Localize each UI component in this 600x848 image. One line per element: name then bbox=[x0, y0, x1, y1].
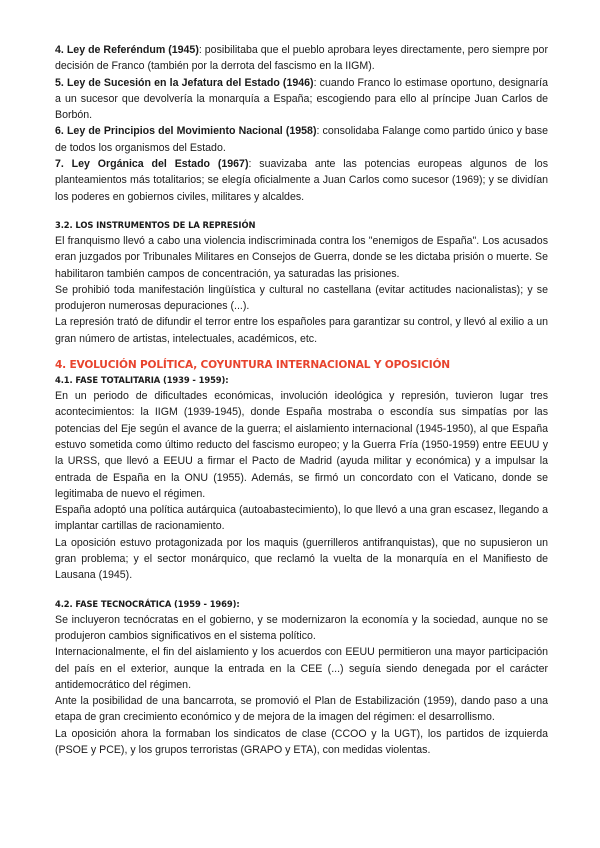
law-item-6 bbox=[55, 123, 548, 156]
paragraph: Ante la posibilidad de una bancarrota, se promovió el Plan de Estabilización (1959), dando paso a una etapa de gran crecimiento económico y de mejora de la imagen del régimen: el desarrollismo. bbox=[55, 695, 548, 724]
law-title: 4. Ley de Referéndum (1945) bbox=[55, 44, 199, 56]
paragraph: Internacionalmente, el fin del aislamiento y los acuerdos con EEUU permitieron una mayor participación del país en el exterior, aunque la entrada en la CEE (...) seguía siendo denegada por el carácter antidemocrático del régimen. bbox=[55, 646, 548, 691]
law-item-7 bbox=[55, 156, 548, 205]
paragraph: La represión trató de difundir el terror entre los españoles para garantizar su control, y llevó al exilio a un gran número de artistas, intelectuales, académicos, etc. bbox=[55, 316, 548, 345]
paragraph: Se prohibió toda manifestación lingüística y cultural no castellana (evitar actitudes nacionalistas); y se produjeron numerosas depuraciones (...). bbox=[55, 283, 548, 313]
paragraph: La oposición ahora la formaban los sindicatos de clase (CCOO y la UGT), los partidos de izquierda (PSOE y PCE), y los grupos terroristas (GRAPO y ETA), con medidas violentas. bbox=[55, 727, 548, 756]
law-text: : cuando Franco lo estimase oportuno, designaría a un sucesor que devolvería la monarquía a España; escogiendo para ello al príncipe Juan Carlos de Borbón. bbox=[55, 76, 549, 122]
law-text: : consolidaba Falange como partido único y base de todos los organismos del Estado. bbox=[55, 125, 548, 154]
subsection-heading: 4.2. FASE TECNOCRÁTICA (1959 - 1969): bbox=[55, 598, 240, 609]
fase-totalitaria bbox=[55, 374, 548, 584]
laws-list bbox=[55, 42, 548, 205]
section-represion bbox=[55, 219, 548, 347]
law-title: 7. Ley Orgánica del Estado (1967) bbox=[55, 158, 249, 171]
law-item-5 bbox=[55, 75, 548, 124]
paragraph: En un periodo de dificultades económicas, involución ideológica y represión, tuvieron lugar tres acontecimientos: la IIGM (1939-1945), donde España mostraba o escondía sus simpatías por las potencias del Eje según el avance de la guerra; el aislamiento internacional (1945-1950), al que España estuvo sometida como último reducto del fascismo europeo; y la Guerra Fría (1950-1959) entre EEUU y la URSS, que llevó a EEUU a firmar el Pacto de Madrid (ayuda militar y económica) y a impulsar la entrada de España en la ONU (1955). Además, se firmó un concordato con el Vaticano, donde se legitimaba de nuevo el régimen. bbox=[55, 390, 548, 500]
paragraph: Se incluyeron tecnócratas en el gobierno, y se modernizaron la economía y la sociedad, aunque no se produjeron cambios significativos en el sistema político. bbox=[55, 613, 548, 642]
subsection-heading: 3.2. LOS INSTRUMENTOS DE LA REPRESIÓN bbox=[55, 219, 256, 230]
law-title: 6. Ley de Principios del Movimiento Nacional (1958) bbox=[55, 125, 317, 138]
paragraph: El franquismo llevó a cabo una violencia indiscriminada contra los "enemigos de España". Los acusados eran juzgados por Tribunales Militares en Consejos de Guerra, donde se les dictaba prisión o muerte. Se habilitaron también campos de concentración, ya saturadas las prisiones. bbox=[55, 234, 548, 280]
law-text: : suavizaba ante las potencias europeas algunos de los planteamientos más totalitarios; se elegía oficialmente a Juan Carlos como sucesor (1969); y se dividían los poderes en gobiernos civiles, militares y alcaldes. bbox=[55, 158, 548, 203]
law-title: 5. Ley de Sucesión en la Jefatura del Estado (1946) bbox=[55, 76, 314, 89]
section-evolucion bbox=[55, 358, 548, 758]
paragraph: La oposición estuvo protagonizada por los maquis (guerrilleros antifranquistas), que no supusieron un gran problema; y el sector monárquico, que reclamó la vuelta de la monarquía en el Manifiesto de Lausana (1945). bbox=[55, 536, 548, 582]
law-text: : posibilitaba que el pueblo aprobara leyes directamente, pero siempre por decisión de Franco (también por la derrota del fascismo en la IIGM). bbox=[55, 44, 548, 73]
subsection-heading: 4.1. FASE TOTALITARIA (1939 - 1959): bbox=[55, 375, 229, 386]
paragraph: España adoptó una política autárquica (autoabastecimiento), lo que llevó a una gran escasez, llegando a implantar cartillas de racionamiento. bbox=[55, 504, 548, 533]
fase-tecnocratica bbox=[55, 598, 548, 759]
section-heading: 4. EVOLUCIÓN POLÍTICA, COYUNTURA INTERNACIONAL Y OPOSICIÓN bbox=[55, 359, 450, 372]
law-item-4 bbox=[55, 42, 548, 75]
